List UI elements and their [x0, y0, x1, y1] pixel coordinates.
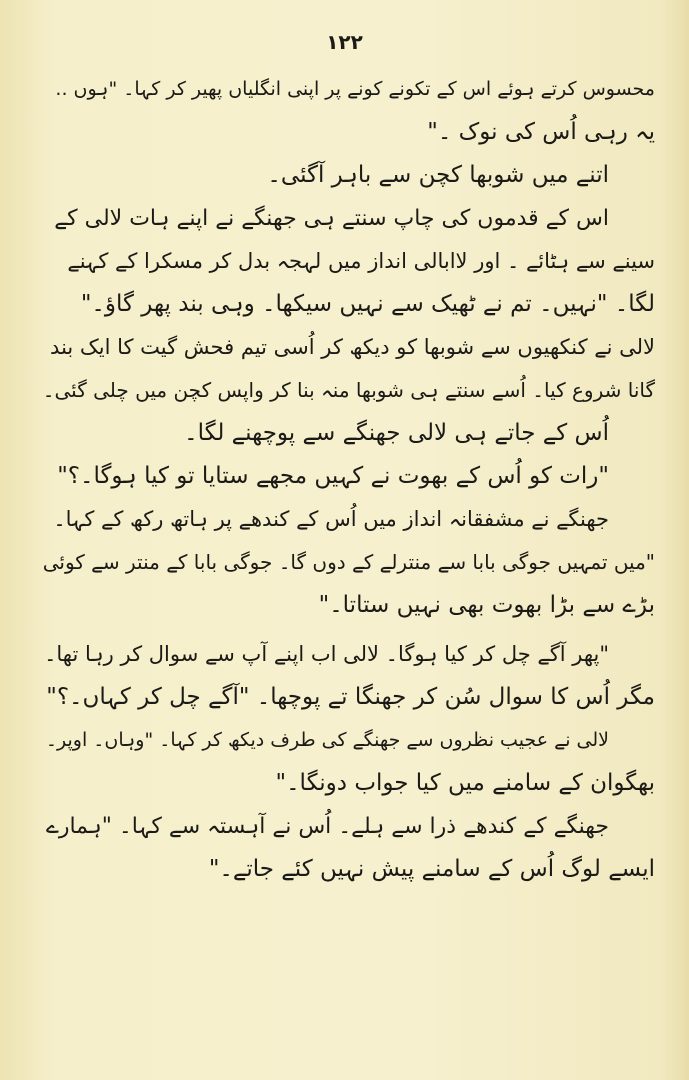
text-line: اتنے میں شوبھا کچن سے باہر آگئی۔ [267, 162, 609, 188]
text-line: بھگوان کے سامنے میں کیا جواب دونگا۔" [275, 770, 655, 796]
page-body-text [40, 68, 655, 891]
page-number: ۱۲۲ [326, 30, 363, 54]
text-line: جھنگے نے مشفقانہ انداز میں اُس کے کندھے پر ہاتھ رکھ کے کہا۔ [53, 507, 609, 531]
text-line: لالی نے کنکھیوں سے شوبھا کو دیکھ کر اُسی تیم فحش گیت کا ایک بند [50, 335, 655, 359]
text-line: گانا شروع کیا۔ اُسے سنتے ہی شوبھا منہ بنا کر واپس کچن میں چلی گئی۔ [42, 378, 655, 402]
text-line: "پھر آگے چل کر کیا ہوگا۔ لالی اب اپنے آپ سے سوال کر رہا تھا۔ [44, 642, 609, 666]
text-line: اُس کے جاتے ہی لالی جھنگے سے پوچھنے لگا۔ [184, 420, 609, 446]
text-line: "میں تمہیں جوگی بابا سے منترلے کے دوں گا۔ جوگی بابا کے منتر سے کوئی [42, 550, 655, 574]
text-line: محسوس کرتے ہوئے اس کے تکونے کونے پر اپنی انگلیاں پھیر کر کہا۔ "ہوں .. [55, 78, 655, 100]
text-line: مگر اُس کا سوال سُن کر جھنگا تے پوچھا۔ "آگے چل کر کہاں۔؟" [46, 684, 655, 710]
text-line: اس کے قدموں کی چاپ سنتے ہی جھنگے نے اپنے ہات لالی کے [54, 206, 609, 231]
text-line: سینے سے ہٹائے ۔ اور لاابالی انداز میں لہجہ بدل کر مسکرا کے کہنے [67, 249, 655, 273]
text-line: جھنگے کے کندھے ذرا سے ہلے۔ اُس نے آہستہ سے کہا۔ "ہمارے [45, 814, 609, 839]
text-line: ایسے لوگ اُس کے سامنے پیش نہیں کئے جاتے۔" [208, 856, 655, 882]
text-line: لگا۔ "نہیں۔ تم نے ٹھیک سے نہیں سیکھا۔ وہی بند پھر گاؤ۔" [80, 291, 655, 317]
text-line: یہ رہی اُس کی نوک ۔" [427, 119, 655, 145]
text-line: "رات کو اُس کے بھوت نے کہیں مجھے ستایا تو کیا ہوگا۔؟" [57, 463, 609, 489]
text-line: لالی نے عجیب نظروں سے جھنگے کی طرف دیکھ کر کہا۔ "وہاں۔ اوپر۔ [45, 729, 609, 751]
text-line: بڑے سے بڑا بھوت بھی نہیں ستاتا۔" [318, 592, 655, 618]
